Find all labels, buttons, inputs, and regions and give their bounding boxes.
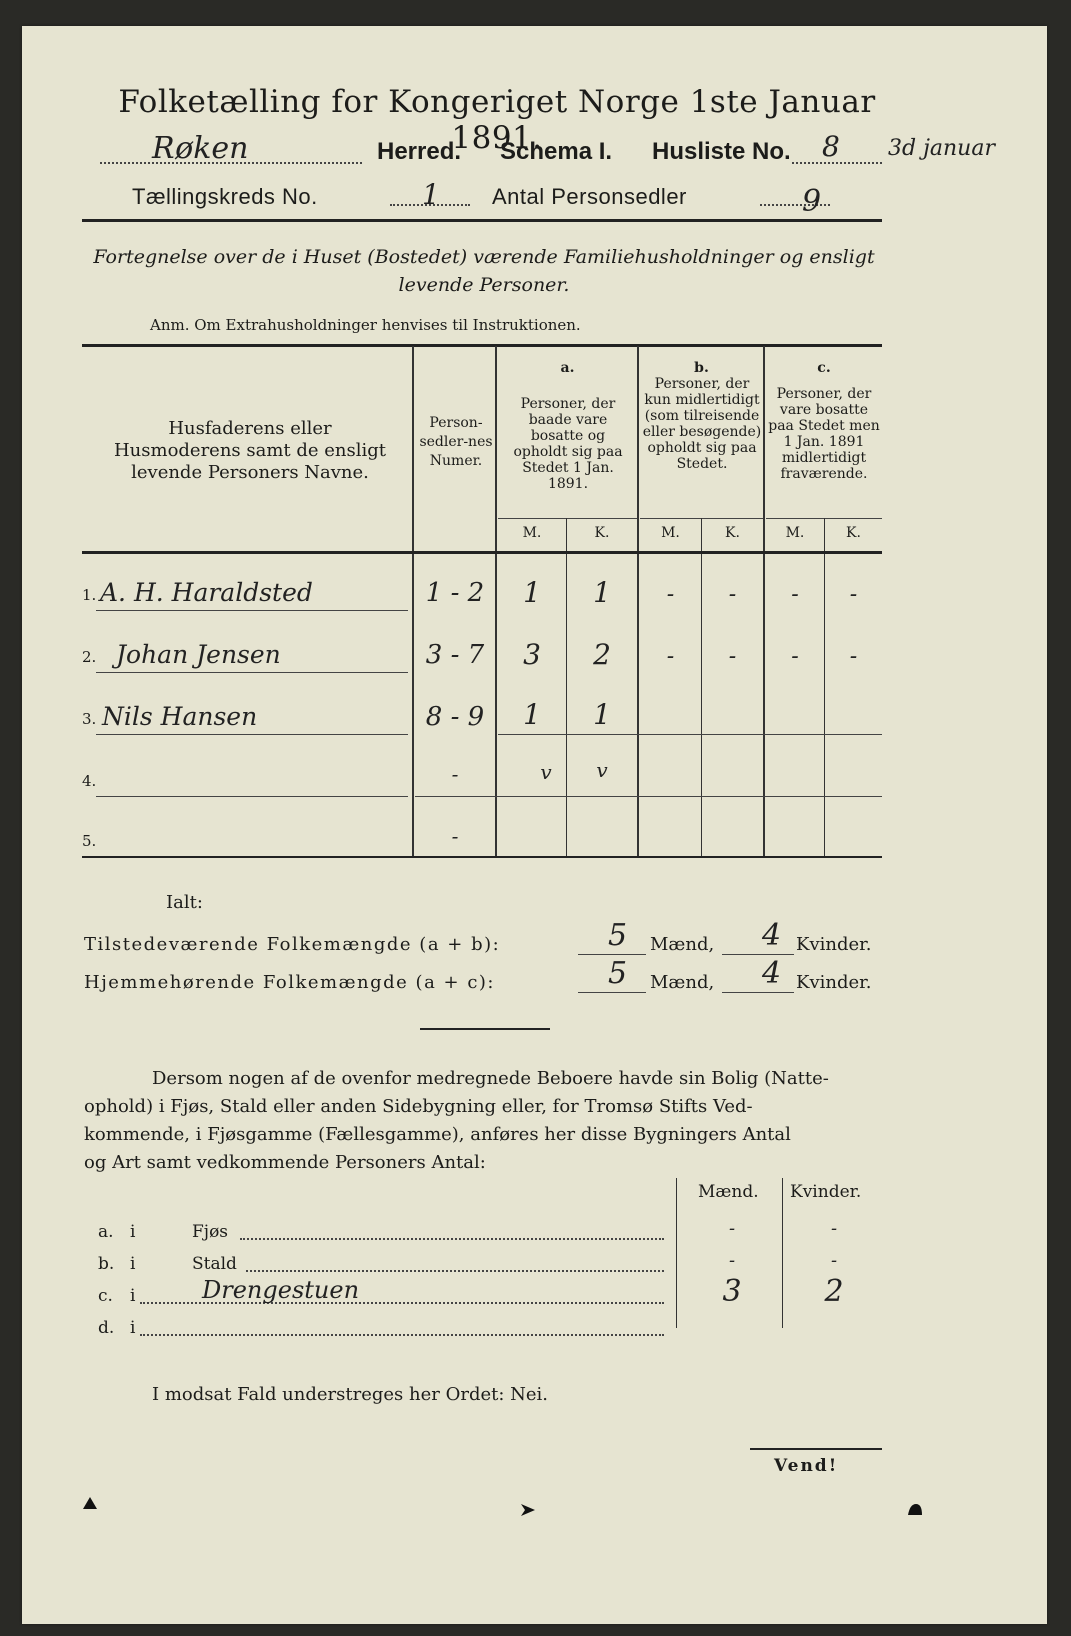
antal-label: Antal Personsedler [492, 184, 687, 209]
building-i: i [130, 1318, 136, 1338]
row-name: Nils Hansen [102, 702, 258, 731]
row-number: 2. [82, 648, 97, 666]
hjemme-kvinder-value: 4 [762, 956, 782, 991]
row-a-m: 1 [523, 576, 541, 609]
tilstede-maend-line [578, 954, 646, 955]
row-c-m: - [791, 582, 799, 607]
husliste-value: 8 [822, 130, 840, 163]
subcol-divider-c [824, 518, 825, 856]
building-dotted-line [140, 1334, 664, 1336]
antal-value: 9 [802, 184, 822, 219]
buildings-para-2: ophold) i Fjøs, Stald eller anden Sidebygning eller, for Tromsø Stifts Ved- [84, 1096, 753, 1117]
row-b-m: - [666, 582, 675, 607]
building-maend: - [728, 1250, 736, 1271]
intro-line-2: levende Personer. [398, 274, 570, 296]
tilstede-kvinder-label: Kvinder. [796, 934, 872, 955]
col-header-name: Husfaderens eller Husmoderens samt de ensligt levende Personers Navne. [113, 418, 387, 483]
row-c-k: - [849, 582, 858, 607]
building-i: i [130, 1254, 136, 1274]
tilstede-kvinder-line [722, 954, 794, 955]
hjemme-kvinder-label: Kvinder. [796, 972, 872, 993]
row-a-m: 1 [523, 698, 541, 731]
hjemme-maend-value: 5 [608, 956, 628, 991]
building-label: Fjøs [192, 1222, 229, 1242]
buildings-para-4: og Art samt vedkommende Personers Antal: [84, 1152, 486, 1173]
row-person-numbers: - [451, 824, 459, 848]
col-a-letter: a. [560, 360, 575, 376]
row-b-k: - [728, 582, 737, 607]
buildings-col-divider-2 [782, 1178, 783, 1328]
subcol-divider-b [701, 518, 702, 856]
tilstede-label: Tilstedeværende Folkemængde (a + b): [84, 934, 501, 955]
buildings-para-1: Dersom nogen af de ovenfor medregnede Beboere havde sin Bolig (Natte- [152, 1068, 829, 1089]
table-vline-2 [495, 346, 497, 856]
table-vline-3 [637, 346, 639, 856]
col-b-header: Personer, der kun midlertidigt (som tilreisende eller besøgende) opholdt sig paa Stedet. [642, 376, 762, 472]
building-kvinder: - [830, 1218, 838, 1239]
building-kvinder: 2 [824, 1274, 844, 1309]
buildings-para-3: kommende, i Fjøsgamme (Fællesgamme), anføres her disse Bygningers Antal [84, 1124, 791, 1145]
col-a-header: Personer, der baade vare bosatte og opholdt sig paa Stedet 1 Jan. 1891. [513, 396, 623, 492]
row-a-k: v [596, 758, 608, 782]
vend-rule [750, 1448, 882, 1450]
row-cols-line [415, 796, 882, 797]
registration-mark-left-icon [82, 1496, 98, 1510]
hjemme-kvinder-line [722, 992, 794, 993]
row-cols-line [498, 734, 882, 735]
kreds-label: Tællingskreds No. [132, 184, 318, 209]
col-a-k-label: K. [594, 525, 610, 541]
row-number: 1. [82, 586, 97, 604]
row-c-m: - [791, 644, 799, 669]
kreds-value: 1 [422, 178, 440, 211]
col-c-m-label: M. [785, 525, 805, 541]
hjemme-label: Hjemmehørende Folkemængde (a + c): [84, 972, 495, 993]
husliste-note: 3d januar [888, 136, 995, 161]
row-a-k: 1 [593, 698, 611, 731]
section-divider [420, 1028, 550, 1030]
registration-mark-center-icon [520, 1502, 536, 1518]
building-dotted-line [240, 1238, 664, 1240]
row-b-m: - [666, 644, 675, 669]
row-a-m: v [540, 760, 552, 784]
buildings-col-kvinder: Kvinder. [790, 1182, 862, 1202]
row-a-m: 3 [523, 638, 541, 671]
building-label: Stald [192, 1254, 237, 1274]
building-maend: 3 [722, 1274, 742, 1309]
row-name: Johan Jensen [116, 640, 281, 669]
table-top-rule [82, 344, 882, 347]
hjemme-maend-line [578, 992, 646, 993]
row-name-line [96, 796, 408, 797]
building-letter: a. [98, 1222, 114, 1242]
building-label: Drengestuen [202, 1276, 360, 1304]
building-i: i [130, 1222, 136, 1242]
row-person-numbers: 3 - 7 [425, 640, 485, 670]
vend-label: Vend! [774, 1456, 839, 1476]
tilstede-maend-value: 5 [608, 918, 628, 953]
col-c-letter: c. [817, 360, 831, 376]
building-letter: c. [98, 1286, 113, 1306]
ialt-label: Ialt: [166, 892, 203, 913]
tilstede-maend-label: Mænd, [650, 934, 715, 955]
row-b-k: - [728, 644, 737, 669]
row-name: A. H. Haraldsted [100, 578, 313, 607]
col-b-k-label: K. [725, 525, 740, 541]
building-i: i [130, 1286, 136, 1306]
form-title: Folketælling for Kongeriget Norge 1ste Januar 1891. [118, 84, 876, 156]
table-bottom-rule [82, 856, 882, 858]
building-dotted-line [246, 1270, 664, 1272]
subcol-rule-a [498, 518, 637, 519]
table-vline-4 [763, 346, 765, 856]
row-name-line [96, 610, 408, 611]
husliste-label: Husliste No. [652, 138, 791, 165]
intro-line-1: Fortegnelse over de i Huset (Bostedet) værende Familiehusholdninger og ensligt [93, 246, 875, 268]
table-vline-1 [412, 346, 414, 856]
col-a-m-label: M. [522, 525, 542, 541]
row-number: 5. [82, 832, 97, 850]
table-header-rule [82, 551, 882, 554]
row-number: 3. [82, 710, 97, 728]
row-person-numbers: - [451, 762, 459, 786]
buildings-col-maend: Mænd. [698, 1182, 759, 1202]
building-maend: - [728, 1218, 736, 1239]
row-c-k: - [849, 644, 858, 669]
anm-note: Anm. Om Extrahusholdninger henvises til Instruktionen. [150, 316, 581, 334]
row-person-numbers: 1 - 2 [425, 578, 485, 608]
row-person-numbers: 8 - 9 [425, 702, 485, 732]
registration-mark-right-icon [906, 1502, 924, 1516]
census-form-page [22, 26, 1047, 1624]
col-header-num: Person-sedler-nes Numer. [419, 415, 493, 469]
subcol-divider-a [566, 518, 567, 856]
footer-note: I modsat Fald understreges her Ordet: Nei. [152, 1384, 549, 1405]
building-kvinder: - [830, 1250, 838, 1271]
col-c-header: Personer, der vare bosatte paa Stedet men 1 Jan. 1891 midlertidigt fraværende. [768, 386, 880, 482]
herred-label: Herred. [377, 138, 462, 165]
buildings-col-divider-1 [676, 1178, 677, 1328]
building-letter: d. [98, 1318, 115, 1338]
header-rule [82, 219, 882, 222]
col-c-k-label: K. [846, 525, 861, 541]
row-name-line [96, 672, 408, 673]
row-name-line [96, 734, 408, 735]
row-a-k: 1 [593, 576, 611, 609]
row-number: 4. [82, 772, 97, 790]
building-letter: b. [98, 1254, 115, 1274]
col-b-m-label: M. [661, 525, 680, 541]
hjemme-maend-label: Mænd, [650, 972, 715, 993]
tilstede-kvinder-value: 4 [762, 918, 782, 953]
col-b-letter: b. [694, 360, 709, 376]
row-a-k: 2 [593, 638, 611, 671]
schema-label: Schema I. [500, 138, 613, 165]
herred-value: Røken [152, 131, 249, 166]
